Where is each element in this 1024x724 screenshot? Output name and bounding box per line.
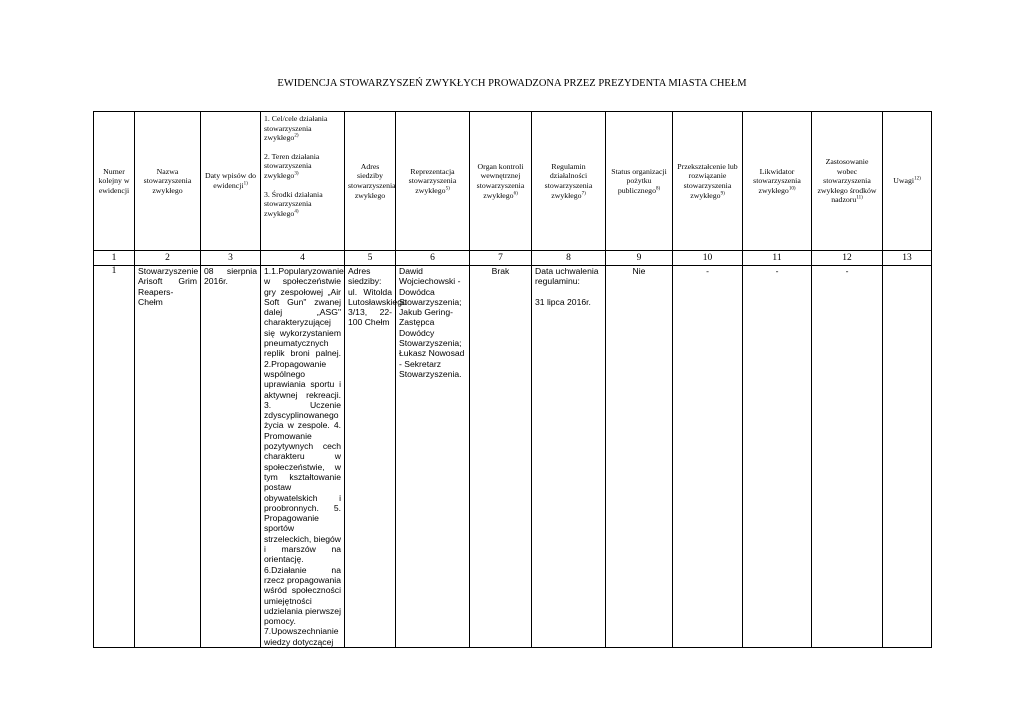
regulations-label: Data uchwalenia regulaminu: — [535, 266, 599, 287]
cell-control: Brak — [470, 266, 532, 648]
column-number: 9 — [606, 251, 673, 266]
table-row — [94, 266, 932, 648]
cell-number: 1 — [94, 266, 135, 648]
cell-liquidator: - — [743, 266, 812, 648]
header-address: Adres siedziby stowarzyszenia zwykłego — [345, 112, 396, 251]
column-number: 1 — [94, 251, 135, 266]
cell-dates: 08 sierpnia 2016r. — [201, 266, 261, 648]
header-dates: Daty wpisów do ewidencji$^{1)}$ — [201, 112, 261, 251]
column-number: 4 — [261, 251, 345, 266]
header-liquidator: Likwidator stowarzyszenia zwykłego$^{10)}$ — [743, 112, 812, 251]
column-number: 5 — [345, 251, 396, 266]
header-control: Organ kontroli wewnętrznej stowarzyszenia zwykłego$^{6)}$ — [470, 112, 532, 251]
column-number: 10 — [673, 251, 743, 266]
column-number: 13 — [883, 251, 932, 266]
header-number: Numer kolejny w ewidencji — [94, 112, 135, 251]
cell-name: Stowarzyszenie Arisoft Grim Reapers-Chełm — [135, 266, 201, 648]
header-goals: 1. Cel/cele działania stowarzyszenia zwykłego$^{2)}$ 2. Teren działania stowarzyszenia zwykłego$^{3)}$ 3. Środki działania stowarzyszenia zwykłego$^{4)}$ — [261, 112, 345, 251]
cell-supervision: - — [812, 266, 883, 648]
header-opp-status: Status organizacji pożytku publicznego$^{8)}$ — [606, 112, 673, 251]
column-number: 8 — [532, 251, 606, 266]
regulations-date: 31 lipca 2016r. — [535, 296, 591, 307]
cell-regulations — [532, 266, 606, 648]
column-number: 11 — [743, 251, 812, 266]
header-supervision: Zastosowanie wobec stowarzyszenia zwykłego środków nadzoru$^{11)}$ — [812, 112, 883, 251]
cell-address: Adres siedziby: ul. Witolda Lutosławskiego 3/13, 22-100 Chełm — [345, 266, 396, 648]
column-number: 6 — [396, 251, 470, 266]
header-row — [94, 112, 932, 251]
header-remarks: Uwagi$^{12)}$ — [883, 112, 932, 251]
registry-table — [93, 111, 932, 648]
column-number: 7 — [470, 251, 532, 266]
cell-opp-status: Nie — [606, 266, 673, 648]
cell-representation: Dawid Wojciechowski -Dowódca Stowarzyszenia; Jakub Gering- Zastępca Dowódcy Stowarzyszenia; Łukasz Nowosad - Sekretarz Stowarzyszenia. — [396, 266, 470, 648]
header-transformation: Przekształcenie lub rozwiązanie stowarzyszenia zwykłego$^{9)}$ — [673, 112, 743, 251]
column-number-row — [94, 251, 932, 266]
cell-goals: 1.1.Popularyzowanie w społeczeństwie gry zespołowej „Air Soft Gun" zwanej dalej „ASG" charakteryzującej się wykorzystaniem pneumatycznych replik broni palnej. 2.Propagowanie wspólnego uprawiania sportu i aktywnej rekreacji. 3. Uczenie zdyscyplinowanego życia w zespole. 4. Promowanie pozytywnych cech charakteru w społeczeństwie, w tym kształtowanie postaw obywatelskich i proobronnych. 5. Propagowanie sportów strzeleckich, biegów i marszów na orientację. 6.Działanie na rzecz propagowania wśród społeczności umiejętności udzielania pierwszej pomocy. 7.Upowszechnianie wiedzy dotyczącej — [261, 266, 345, 648]
column-number: 3 — [201, 251, 261, 266]
header-name: Nazwa stowarzyszenia zwykłego — [135, 112, 201, 251]
column-number: 12 — [812, 251, 883, 266]
page-title: EWIDENCJA STOWARZYSZEŃ ZWYKŁYCH PROWADZONA PRZEZ PREZYDENTA MIASTA CHEŁM — [277, 78, 747, 89]
column-number: 2 — [135, 251, 201, 266]
header-regulations: Regulamin działalności stowarzyszenia zwykłego$^{7)}$ — [532, 112, 606, 251]
header-representation: Reprezentacja stowarzyszenia zwykłego$^{5)}$ — [396, 112, 470, 251]
cell-remarks — [883, 266, 932, 648]
cell-transformation: - — [673, 266, 743, 648]
